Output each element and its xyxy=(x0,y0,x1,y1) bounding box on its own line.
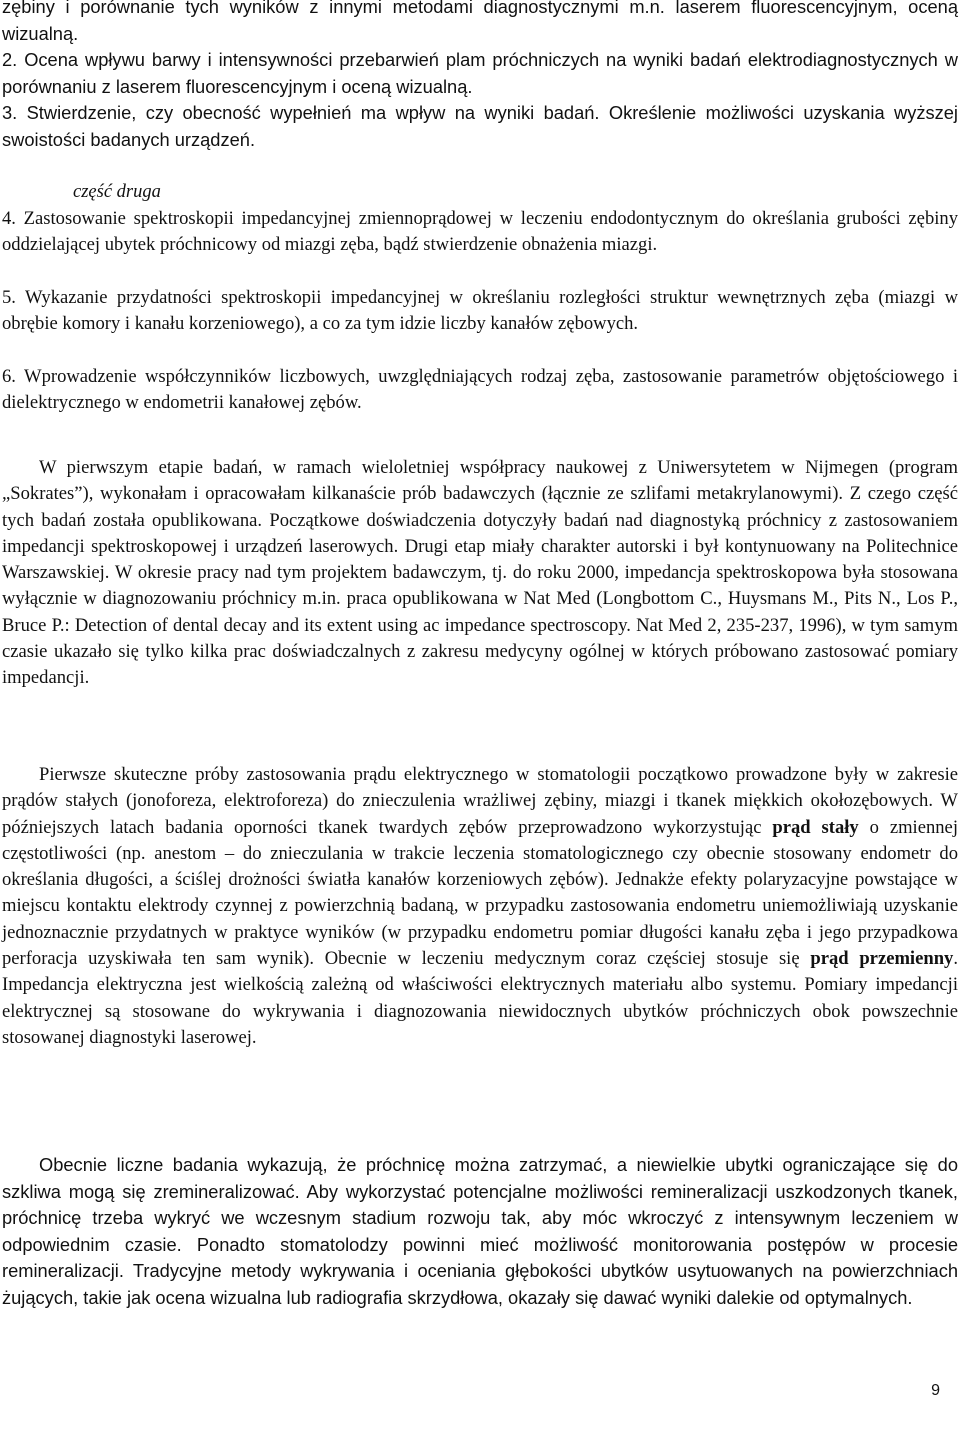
page-number: 9 xyxy=(931,1382,940,1399)
list-item-4: 4. Zastosowanie spektroskopii impedancyjnej zmiennoprądowej w leczeniu endodontycznym do określania grubości zębiny oddzielającej ubytek próchnicowy od miazgi zęba, bądź stwierdzenie obnażenia miazgi. xyxy=(2,208,958,256)
paragraph-2-part-1: Pierwsze skuteczne próby zastosowania prądu elektrycznego w stomatologii początkowo prowadzone były w zakresie prądów stałych (jonoforeza, elektroforeza) do znieczulenia wrażliwej zębiny, miazgi i tkanek miękkich okołozębowych. W późniejszych latach badania oporności tkanek twardych zębów przeprowadzono wykorzystując xyxy=(2,764,958,838)
list-item-1-continuation: zębiny i porównanie tych wyników z innymi metodami diagnostycznymi m.n. laserem fluorescencyjnym, oceną wizualną. xyxy=(2,0,958,44)
list-item-3: 3. Stwierdzenie, czy obecność wypełnień ma wpływ na wyniki badań. Określenie możliwości uzyskania wyższej swoistości badanych urządzeń. xyxy=(2,102,958,150)
list-item-2: 2. Ocena wpływu barwy i intensywności przebarwień plam próchniczych na wyniki badań elektrodiagnostycznych w porównaniu z laserem fluorescencyjnym i oceną wizualną. xyxy=(2,49,958,97)
paragraph-1: W pierwszym etapie badań, w ramach wieloletniej współpracy naukowej z Uniwersytetem w Nijmegen (program „Sokrates”), wykonałam i opracowałam kilkanaście prób badawczych (łącznie ze szlifami metakrylanowymi). Z czego część tych badań została opublikowana. Początkowe doświadczenia dotyczyły badań nad diagnostyką próchnicy z zastosowaniem impedancji spektroskopowej i urządzeń laserowych. Drugi etap miały charakter autorski i był kontynuowany na Politechnice Warszawskiej. W okresie pracy nad tym projektem badawczym, tj. do roku 2000, impedancja spektroskopowa była stosowana wyłącznie w diagnozowaniu próchnicy m.in. praca opublikowana w Nat Med (Longbottom C., Huysmans M., Pits N., Los P., Bruce P.: Detection of dental decay and its extent using ac impedance spectroscopy. Nat Med 2, 235-237, 1996), w tym samym czasie ukazało się tylko kilka prac doświadczalnych z zakresu medycyny ogólnej w których próbowano zastosować pomiary impedancji. xyxy=(2,457,958,689)
paragraph-2-part-2: o zmiennej częstotliwości (np. anestom – do znieczulania w trakcie leczenia stomatologicznego czy obecnie stosowany endometr do określania długości, a ściślej drożności światła kanałów korzeniowych zębów). Jednakże efekty polaryzacyjne powstające w miejscu kontaktu elektrody czynnej z powierzchnią badaną, w przypadku zastosowania endometru uniemożliwiają uzyskanie jednoznacznie przydatnych w praktyce wyników (w przypadku endometru pomiar długości kanału zęba i jego przypadkowa perforacja uzyskiwała ten sam wynik). Obecnie w leczeniu medycznym coraz częściej stosuje się xyxy=(2,816,958,970)
paragraph-3: Obecnie liczne badania wykazują, że próchnicę można zatrzymać, a niewielkie ubytki ograniczające się do szkliwa mogą się zremineralizować. Aby wykorzystać potencjalne możliwości remineralizacji uszkodzonych tkanek, próchnicę trzeba wykryć we wczesnym stadium rozwoju tak, aby móc wkroczyć z intensywnym leczeniem w odpowiednim czasie. Ponadto stomatolodzy powinni mieć możliwość monitorowania postępów w procesie remineralizacji. Tradycyjne metody wykrywania i oceniania głębokości ubytków usytuowanych na powierzchniach żujących, takie jak ocena wizualna lub radiografia skrzydłowa, okazały się dawać wyniki dalekie od optymalnych. xyxy=(2,1154,958,1308)
list-item-6: 6. Wprowadzenie współczynników liczbowych, uwzględniających rodzaj zęba, zastosowanie parametrów objętościowego i dielektrycznego w endometrii kanałowej zębów. xyxy=(2,366,958,414)
section-header: część druga xyxy=(73,182,161,202)
bold-phrase-ac: prąd przemienny xyxy=(810,948,954,970)
paragraph-2 xyxy=(2,762,958,1051)
list-item-5: 5. Wykazanie przydatności spektroskopii impedancyjnej w określaniu rozległości struktur wewnętrznych zęba (miazgi w obrębie komory i kanału korzeniowego), a co za tym idzie liczby kanałów zębowych. xyxy=(2,287,958,335)
bold-phrase-dc: prąd stały xyxy=(772,816,859,838)
paragraph-2-part-3: . Impedancja elektryczna jest wielkością zależną od właściwości elektrycznych materiału albo systemu. Pomiary impedancji elektrycznej są stosowane do wykrywania i diagnozowania niewidocznych ubytków próchniczych obok powszechnie stosowanej diagnostyki laserowej. xyxy=(2,948,958,1048)
